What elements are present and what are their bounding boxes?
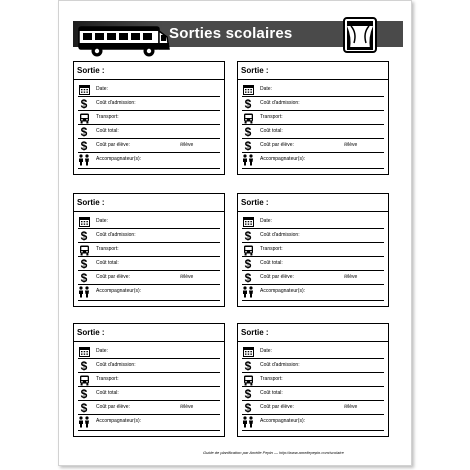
chaperones-label: Accompagnateur(s):	[260, 418, 306, 424]
per-student-suffix: /élève	[344, 274, 358, 280]
chaperones-label: Accompagnateur(s):	[96, 288, 142, 294]
admission-cost-label: Coût d'admission:	[260, 100, 300, 106]
calendar-icon	[242, 216, 254, 228]
date-label: Date:	[260, 218, 272, 224]
people-icon	[242, 416, 254, 428]
calendar-icon	[242, 84, 254, 96]
admission-cost-label: Coût d'admission:	[96, 100, 136, 106]
trip-card-3	[73, 193, 225, 307]
trip-card-4	[237, 193, 389, 307]
bus-front-icon	[242, 374, 254, 386]
dollar-icon: $	[244, 97, 252, 111]
cost-per-student-row[interactable]	[78, 271, 220, 285]
transport-label: Transport:	[96, 246, 119, 252]
date-row[interactable]	[242, 345, 384, 359]
trip-card-1	[73, 61, 225, 175]
bus-front-icon	[78, 244, 90, 256]
total-cost-row[interactable]	[78, 387, 220, 401]
dollar-icon: $	[244, 257, 252, 271]
bus-front-icon	[242, 244, 254, 256]
people-icon	[78, 286, 90, 298]
total-cost-label: Coût total:	[96, 260, 119, 266]
dollar-icon: $	[244, 125, 252, 139]
dollar-icon: $	[80, 97, 88, 111]
worksheet-title: Sorties scolaires	[169, 25, 293, 42]
trip-card-title[interactable]: Sortie :	[238, 194, 388, 212]
admission-cost-label: Coût d'admission:	[96, 232, 136, 238]
transport-row[interactable]	[78, 111, 220, 125]
dollar-icon: $	[80, 271, 88, 285]
cost-per-student-row[interactable]	[242, 401, 384, 415]
admission-cost-row[interactable]	[242, 229, 384, 243]
school-bus-icon	[77, 23, 173, 61]
admission-cost-row[interactable]	[242, 359, 384, 373]
date-row[interactable]	[78, 83, 220, 97]
transport-row[interactable]	[242, 111, 384, 125]
dollar-icon: $	[80, 359, 88, 373]
transport-label: Transport:	[260, 376, 283, 382]
transport-row[interactable]	[242, 243, 384, 257]
theater-curtain-icon	[343, 17, 377, 53]
dollar-icon: $	[80, 257, 88, 271]
footer-credit: Guide de planification par Amélie Pepin — http://www.ameliepepin.com/scolaire	[203, 450, 344, 455]
total-cost-row[interactable]	[242, 387, 384, 401]
admission-cost-label: Coût d'admission:	[260, 362, 300, 368]
per-student-suffix: /élève	[180, 404, 194, 410]
dollar-icon: $	[244, 139, 252, 153]
total-cost-row[interactable]	[78, 125, 220, 139]
dollar-icon: $	[244, 401, 252, 415]
admission-cost-row[interactable]	[78, 97, 220, 111]
cost-per-student-label: Coût par élève:	[260, 404, 294, 410]
people-icon	[242, 154, 254, 166]
total-cost-label: Coût total:	[96, 390, 119, 396]
cost-per-student-label: Coût par élève:	[260, 274, 294, 280]
chaperones-row[interactable]	[242, 285, 384, 301]
total-cost-row[interactable]	[242, 257, 384, 271]
per-student-suffix: /élève	[180, 142, 194, 148]
dollar-icon: $	[80, 401, 88, 415]
dollar-icon: $	[244, 229, 252, 243]
date-label: Date:	[260, 348, 272, 354]
calendar-icon	[242, 346, 254, 358]
trip-card-6	[237, 323, 389, 437]
date-label: Date:	[96, 86, 108, 92]
bus-front-icon	[242, 112, 254, 124]
calendar-icon	[78, 84, 90, 96]
trip-card-title[interactable]: Sortie :	[74, 62, 224, 80]
cost-per-student-label: Coût par élève:	[260, 142, 294, 148]
chaperones-row[interactable]	[242, 153, 384, 169]
dollar-icon: $	[80, 229, 88, 243]
transport-row[interactable]	[78, 243, 220, 257]
per-student-suffix: /élève	[344, 142, 358, 148]
bus-front-icon	[78, 374, 90, 386]
transport-label: Transport:	[96, 114, 119, 120]
total-cost-row[interactable]	[78, 257, 220, 271]
calendar-icon	[78, 346, 90, 358]
admission-cost-row[interactable]	[78, 229, 220, 243]
cost-per-student-label: Coût par élève:	[96, 404, 130, 410]
chaperones-row[interactable]	[78, 285, 220, 301]
cost-per-student-row[interactable]	[78, 139, 220, 153]
transport-row[interactable]	[242, 373, 384, 387]
cost-per-student-row[interactable]	[242, 271, 384, 285]
total-cost-label: Coût total:	[260, 390, 283, 396]
date-row[interactable]	[242, 215, 384, 229]
per-student-suffix: /élève	[344, 404, 358, 410]
worksheet-header	[73, 17, 385, 57]
chaperones-label: Accompagnateur(s):	[96, 418, 142, 424]
total-cost-row[interactable]	[242, 125, 384, 139]
people-icon	[78, 154, 90, 166]
cost-per-student-label: Coût par élève:	[96, 274, 130, 280]
admission-cost-label: Coût d'admission:	[260, 232, 300, 238]
date-row[interactable]	[78, 345, 220, 359]
chaperones-row[interactable]	[78, 415, 220, 431]
dollar-icon: $	[244, 271, 252, 285]
date-label: Date:	[96, 348, 108, 354]
trip-card-2	[237, 61, 389, 175]
trip-card-title[interactable]: Sortie :	[238, 62, 388, 80]
transport-row[interactable]	[78, 373, 220, 387]
chaperones-label: Accompagnateur(s):	[260, 288, 306, 294]
date-label: Date:	[260, 86, 272, 92]
dollar-icon: $	[244, 387, 252, 401]
transport-label: Transport:	[260, 246, 283, 252]
dollar-icon: $	[80, 125, 88, 139]
date-row[interactable]	[242, 83, 384, 97]
chaperones-row[interactable]	[78, 153, 220, 169]
people-icon	[78, 416, 90, 428]
per-student-suffix: /élève	[180, 274, 194, 280]
bus-front-icon	[78, 112, 90, 124]
dollar-icon: $	[80, 139, 88, 153]
chaperones-row[interactable]	[242, 415, 384, 431]
total-cost-label: Coût total:	[260, 260, 283, 266]
total-cost-label: Coût total:	[96, 128, 119, 134]
admission-cost-row[interactable]	[78, 359, 220, 373]
date-row[interactable]	[78, 215, 220, 229]
chaperones-label: Accompagnateur(s):	[260, 156, 306, 162]
cost-per-student-row[interactable]	[242, 139, 384, 153]
admission-cost-row[interactable]	[242, 97, 384, 111]
chaperones-label: Accompagnateur(s):	[96, 156, 142, 162]
cost-per-student-row[interactable]	[78, 401, 220, 415]
people-icon	[242, 286, 254, 298]
calendar-icon	[78, 216, 90, 228]
trip-card-title[interactable]: Sortie :	[74, 194, 224, 212]
trip-card-title[interactable]: Sortie :	[74, 324, 224, 342]
admission-cost-label: Coût d'admission:	[96, 362, 136, 368]
transport-label: Transport:	[96, 376, 119, 382]
dollar-icon: $	[244, 359, 252, 373]
total-cost-label: Coût total:	[260, 128, 283, 134]
trip-card-5	[73, 323, 225, 437]
dollar-icon: $	[80, 387, 88, 401]
cost-per-student-label: Coût par élève:	[96, 142, 130, 148]
transport-label: Transport:	[260, 114, 283, 120]
worksheet-page	[58, 0, 412, 466]
trip-card-title[interactable]: Sortie :	[238, 324, 388, 342]
date-label: Date:	[96, 218, 108, 224]
